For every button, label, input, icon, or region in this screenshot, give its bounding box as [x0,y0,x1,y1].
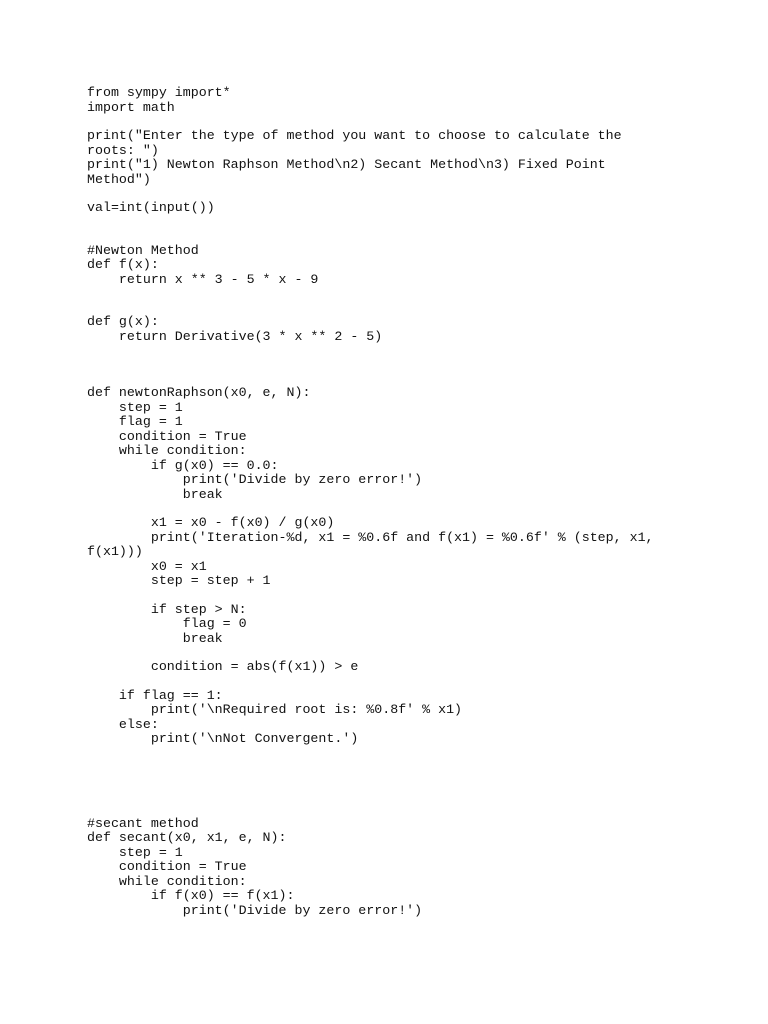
code-line: def secant(x0, x1, e, N): [87,830,287,845]
code-line: flag = 1 [87,414,183,429]
code-line: print('\nNot Convergent.') [87,731,359,746]
blank-line [87,301,727,315]
blank-line [87,789,727,803]
code-line: #Newton Method [87,242,199,258]
code-line: break [87,486,223,502]
code-line: def newtonRaphson(x0, e, N): [87,385,311,400]
code-line: return Derivative(3 * x ** 2 - 5) [87,328,383,344]
blank-line [87,502,727,516]
blank-line [87,358,727,372]
code-line: from sympy import* [87,85,231,100]
code-line: condition = True [87,859,247,874]
code-line: else: [87,716,159,732]
code-line: x0 = x1 [87,558,207,574]
code-line: val=int(input()) [87,200,215,215]
code-line: if step > N: [87,601,247,617]
code-line: if flag == 1: [87,687,223,703]
code-line: roots: ") [87,142,159,158]
blank-line [87,115,727,129]
code-line: while condition: [87,873,247,889]
blank-line [87,187,727,201]
code-line: print('\nRequired root is: %0.8f' % x1) [87,702,463,717]
code-line: step = step + 1 [87,573,271,588]
blank-line [87,675,727,689]
blank-line [87,589,727,603]
blank-line [87,761,727,775]
code-line: f(x1))) [87,544,143,559]
code-line: condition = abs(f(x1)) > e [87,659,359,674]
code-line: while condition: [87,443,247,458]
code-line: break [87,630,223,646]
blank-line [87,344,727,358]
code-line: flag = 0 [87,616,247,631]
code-line: print("Enter the type of method you want to choose to calculate the [87,128,622,143]
code-line: step = 1 [87,844,183,860]
blank-line [87,372,727,386]
code-line: condition = True [87,428,247,444]
blank-line [87,775,727,789]
blank-line [87,646,727,660]
code-line: def g(x): [87,314,159,329]
code-line: Method") [87,171,151,187]
code-line: step = 1 [87,399,183,415]
blank-line [87,803,727,817]
code-line: if f(x0) == f(x1): [87,888,295,903]
code-line: print('Divide by zero error!') [87,902,423,918]
code-line: x1 = x0 - f(x0) / g(x0) [87,515,335,530]
code-line: print('Divide by zero error!') [87,472,423,487]
code-line: print("1) Newton Raphson Method\n2) Secant Method\n3) Fixed Point [87,157,606,172]
code-line: print('Iteration-%d, x1 = %0.6f and f(x1) = %0.6f' % (step, x1, [87,529,654,545]
blank-line [87,287,727,301]
code-line: #secant method [87,815,199,831]
blank-line [87,216,727,230]
blank-line [87,230,727,244]
blank-line [87,747,727,761]
code-line: import math [87,99,175,115]
code-line: def f(x): [87,257,159,272]
code-line: if g(x0) == 0.0: [87,457,279,473]
code-line: return x ** 3 - 5 * x - 9 [87,271,319,287]
code-listing [87,86,727,918]
